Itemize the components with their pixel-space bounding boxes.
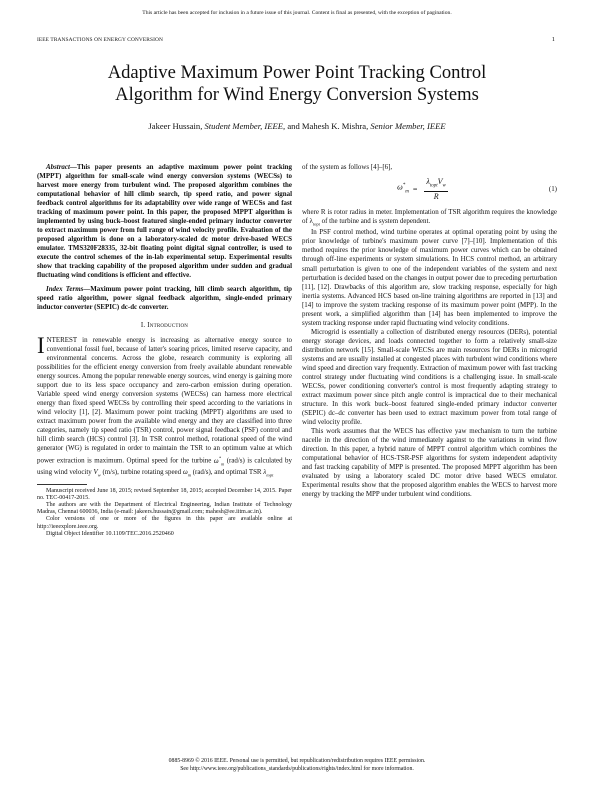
section-number: I.: [140, 322, 146, 330]
section-heading: [37, 321, 292, 330]
author-1: Jakeer Hussain,: [148, 121, 203, 131]
footnote-affiliation: The authors are with the Department of Electrical Engineering, Indian Institute of Technology Madras, Chennai 600036, India (e-mail: jakeers.hussain@gmail.com; mahesh@ee.iitm.ac.in).: [37, 502, 292, 516]
omega-symbol: $\omega^*_m$: [213, 455, 225, 467]
paper-title: [0, 62, 594, 106]
footnotes: [37, 488, 292, 538]
intro-text-c: (m/s), turbine rotating speed: [102, 468, 182, 477]
lambda-symbol: $\lambda_{topt}$: [263, 468, 274, 478]
right-paragraph-2: In PSF control method, wind turbine operates at optimal operating point by using the prior knowledge of turbine's maximum power curve [7]–[10]. Implementation of this method requires the prior knowledge of maximum power curves which can be obtained through off-line experiments or system simulations. In HCS control method, an arbitrary small perturbation is given to one of the independent variables of the system and next perturbation is decided based on the changes in output power due to preceding perturbation [11], [12]. Drawbacks of this algorithm are, slow tracking response, especially for high inertia systems. Advanced HCS based on-line training algorithms are reported in [13] and [14] to improve the system tracking response of its maximum power point (MPP). In the present work, a simplified algorithm than [14] has been implemented to improve the system tracking response under rapid fluctuating wind velocity conditions.: [302, 228, 557, 327]
left-column: [37, 163, 292, 538]
footnote-received: Manuscript received June 18, 2015; revised September 18, 2015; accepted December 14, 2015. Paper no. TEC-00417-2015.: [37, 487, 292, 501]
intro-paragraph: [37, 333, 292, 479]
intro-text: NTEREST in renewable energy is increasing as alternative energy source to conventional fossil fuel, because of latter's soaring prices, limited reserve capacity, and environmental concerns. Across the globe, research community is exploring all possibilities for the efficient energy conversion from freely available abundant renewable energy sources. Among the popular renewable energy sources, wind energy is gaining more support due to its less space occupancy and zero-carbon emission during operation. Variable speed wind energy conversion systems (WECSs) can harness more electrical energy than fixed speed WECSs by controlling their speed according to the variations in wind velocity [1], [2]. Maximum power point tracking (MPPT) algorithms are used to extract maximum power from the available wind energy and they are classified into three categories, namely tip speed ratio (TSR) control, power signal feedback (PSF) control and hill climb search (HCS) control [3]. In TSR control method, rotational speed of the wind generator (WG) is regulated in order to maintain the TSR to an optimum value at which power extraction is maximum. Optimal speed for the turbine: [37, 336, 292, 465]
intro-text-b: (rad/s) is calculated by using wind velocity: [37, 456, 292, 477]
drop-cap: I: [37, 333, 45, 359]
equation-equals: =: [412, 184, 418, 194]
index-terms-text: Maximum power point tracking, hill climb search algorithm, tip speed ratio algorithm, power signal feedback algorithm, single-ended primary inductor converter (SEPIC) dc-dc converter.: [37, 285, 292, 312]
intro-text-d: (rad/s), and optimal TSR: [192, 468, 262, 477]
equation-lhs: $\omega^*_m$: [397, 183, 409, 195]
abstract-dash: —: [69, 163, 77, 171]
equation-denominator: R: [433, 191, 439, 201]
author-2-role: Senior Member, IEEE: [370, 121, 446, 131]
right-paragraph-3: Microgrid is essentially a collection of distributed energy resources (DERs), potential energy storage devices, and loads connected together to form a relatively small-size distribution network [15]. Small-scale WECSs are main resources for DERs in microgrid systems and are usually installed at congested places with turbulent wind conditions where wind speed and direction vary frequently. Extraction of maximum power with fast tracking control strategy under fluctuating wind conditions is a challenging issue. In small-scale WECSs, power conditioning converter's control is most frequently adapting strategy to extract maximum power since pitch angle control is impractical due to their mechanical structure. In this work buck–boost featured single-ended primary inductor converter (SEPIC) dc–dc converter has been used to extract maximum power from total range of wind velocity profile.: [302, 327, 557, 426]
copyright-line: 0885-8969 © 2016 IEEE. Personal use is permitted, but republication/redistribution requires IEEE permission.: [168, 758, 426, 764]
index-terms-label: Index Terms: [46, 285, 84, 294]
equation-fraction: [424, 177, 447, 201]
equation-number: (1): [548, 184, 557, 193]
right-intro: of the system as follows [4]–[6],: [302, 163, 393, 171]
equation-body: [302, 177, 543, 201]
index-terms: [37, 285, 292, 312]
vw-symbol: $V_w$: [93, 468, 101, 478]
footnote-color: Color versions of one or more of the figures in this paper are available online at http://ieeexplore.ieee.org.: [37, 516, 292, 530]
equation-numerator: $\lambda_{topt}V_w$: [424, 177, 447, 192]
index-terms-dash: —: [83, 285, 91, 294]
section-title: Introduction: [147, 322, 189, 330]
rights-link-line: See http://www.ieee.org/publications_standards/publications/rights/index.html for more information.: [180, 766, 414, 772]
equation-1: [302, 174, 557, 204]
author-2: and Mahesh K. Mishra,: [287, 121, 369, 131]
title-line-1: Adaptive Maximum Power Point Tracking Control: [107, 62, 487, 83]
journal-name: IEEE TRANSACTIONS ON ENERGY CONVERSION: [37, 37, 163, 43]
page-number: 1: [551, 36, 555, 43]
abstract-label: Abstract: [46, 163, 70, 171]
right-column: [302, 163, 557, 499]
author-line: [0, 121, 594, 131]
acceptance-notice: This article has been accepted for inclusion in a future issue of this journal. Content is final as presented, with the exception of pagination.: [142, 10, 452, 16]
copyright-footer: [0, 757, 594, 773]
abstract: [37, 163, 292, 280]
footnote-rule: [37, 484, 87, 485]
footnote-doi: Digital Object Identifier 10.1109/TEC.2016.2520460: [46, 530, 174, 537]
right-paragraph-1: where R is rotor radius in meter. Implementation of TSR algorithm requires the knowledge of $\lambda_{topt}$ of the turbine and is system dependent.: [302, 208, 557, 227]
author-1-role: Student Member, IEEE,: [204, 121, 286, 131]
right-paragraph-4: This work assumes that the WECS has effective yaw mechanism to turn the turbine nacelle in the direction of the wind immediately against to the variations in wind flow direction. In this paper, a hybrid nature of MPPT control algorithm which combines the computational behavior of HCS-TSR-PSF algorithms for system independent adaptivity and fast tracking capability of MPP is presented. The proposed MPPT algorithm has been evaluated by using a laboratory scaled DC motor drive based WECS emulator. Experimental results show that the proposed algorithm enables the WECS to harvest more energy by tracking the MPP under turbulent wind conditions.: [302, 426, 557, 498]
title-line-2: Algorithm for Wind Energy Conversion Systems: [115, 84, 479, 105]
abstract-text: This paper presents an adaptive maximum power point tracking (MPPT) algorithm for small-scale wind energy conversion systems (WECSs) to harvest more energy from turbulent wind. The proposed algorithm combines the computational behavior of hill climb search, tip speed ratio, and power signal feedback control algorithms for its adaptability over wide range of WECSs and fast tracking of maximum power point. In this paper, the proposed MPPT algorithm is implemented by using buck–boost featured single-ended primary inductor converter to extract maximum power from full range of wind velocity profile. Evaluation of the proposed algorithm is done on a laboratory-scaled dc motor drive-based WECS emulator. TMS320F28335, 32-bit floating point digital signal controller, is used to execute the control schemes of the in-lab experimental setup. Experimental results show that tracking capability of the proposed algorithm under sudden and gradual fluctuating wind conditions is efficient and effective.: [37, 163, 292, 280]
omega-m-symbol: $\omega_m$: [182, 468, 191, 478]
